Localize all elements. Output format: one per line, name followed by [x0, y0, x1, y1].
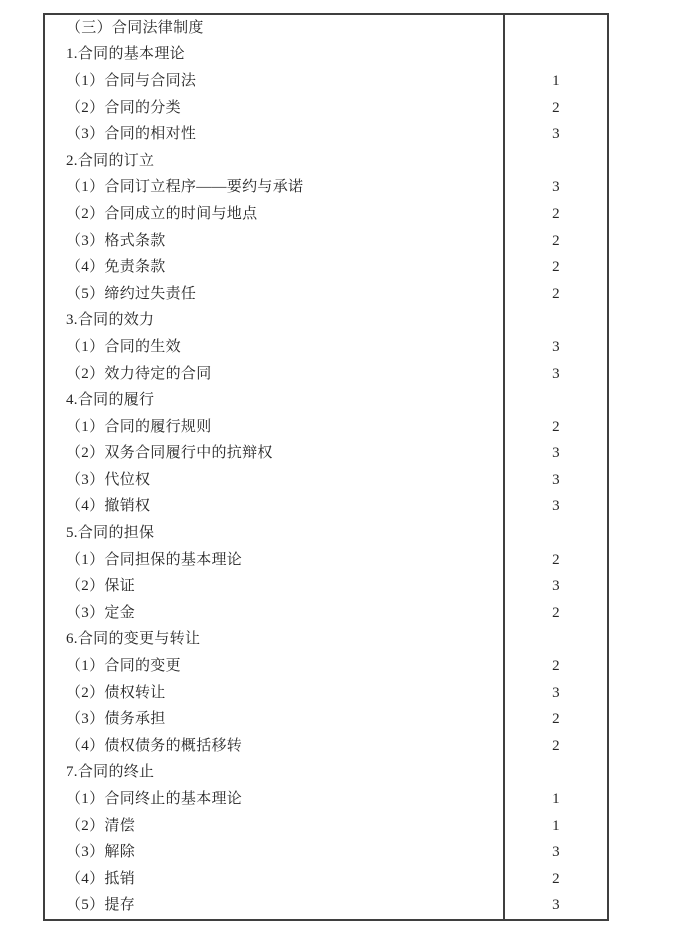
hours-value: 2	[552, 658, 560, 675]
hours-cell	[503, 68, 607, 95]
topic-cell	[45, 15, 503, 42]
topic-cell	[45, 893, 503, 920]
topic-label: 2.合同的订立	[66, 152, 155, 169]
topic-cell	[45, 361, 503, 388]
topic-cell	[45, 467, 503, 494]
hours-cell	[503, 387, 607, 414]
hours-value: 2	[552, 711, 560, 728]
table-row	[45, 760, 607, 787]
table-row	[45, 334, 607, 361]
hours-cell	[503, 281, 607, 308]
table-row	[45, 627, 607, 654]
table-row	[45, 866, 607, 893]
hours-cell	[503, 175, 607, 202]
topic-cell	[45, 42, 503, 69]
hours-cell	[503, 733, 607, 760]
table-row	[45, 441, 607, 468]
topic-cell	[45, 813, 503, 840]
hours-cell	[503, 148, 607, 175]
table-row	[45, 175, 607, 202]
topic-cell	[45, 441, 503, 468]
hours-cell	[503, 254, 607, 281]
topic-label: 5.合同的担保	[66, 525, 155, 542]
topic-label: （2）合同的分类	[66, 99, 181, 116]
table-row	[45, 15, 607, 42]
topic-label: （3）债务承担	[66, 711, 166, 728]
hours-cell	[503, 893, 607, 920]
hours-value: 2	[552, 285, 560, 302]
topic-cell	[45, 334, 503, 361]
topic-cell	[45, 866, 503, 893]
topic-label: （1）合同与合同法	[66, 72, 197, 89]
hours-cell	[503, 15, 607, 42]
hours-cell	[503, 228, 607, 255]
table-row	[45, 42, 607, 69]
topic-label: （三）合同法律制度	[66, 19, 204, 36]
topic-label: （1）合同的生效	[66, 338, 181, 355]
table-row	[45, 653, 607, 680]
topic-label: （1）合同订立程序——要约与承诺	[66, 179, 304, 196]
hours-value: 2	[552, 205, 560, 222]
hours-value: 1	[552, 817, 560, 834]
topic-cell	[45, 68, 503, 95]
topic-label: 1.合同的基本理论	[66, 46, 185, 63]
topic-label: （2）效力待定的合同	[66, 365, 212, 382]
topic-label: 4.合同的履行	[66, 392, 155, 409]
hours-value: 3	[552, 578, 560, 595]
hours-cell	[503, 653, 607, 680]
table-row	[45, 95, 607, 122]
contents-table	[43, 13, 609, 921]
hours-cell	[503, 547, 607, 574]
hours-cell	[503, 414, 607, 441]
hours-value: 2	[552, 99, 560, 116]
hours-value: 3	[552, 338, 560, 355]
table-row	[45, 414, 607, 441]
hours-value: 3	[552, 684, 560, 701]
topic-cell	[45, 95, 503, 122]
hours-cell	[503, 813, 607, 840]
topic-label: （4）抵销	[66, 870, 136, 887]
table-row	[45, 839, 607, 866]
topic-cell	[45, 573, 503, 600]
hours-value: 2	[552, 418, 560, 435]
hours-value: 1	[552, 791, 560, 808]
hours-value: 3	[552, 471, 560, 488]
table-row	[45, 706, 607, 733]
topic-cell	[45, 414, 503, 441]
topic-label: （1）合同担保的基本理论	[66, 551, 243, 568]
topic-label: （4）免责条款	[66, 259, 166, 276]
table-row	[45, 361, 607, 388]
topic-cell	[45, 680, 503, 707]
topic-label: （5）提存	[66, 897, 136, 914]
topic-cell	[45, 228, 503, 255]
hours-cell	[503, 760, 607, 787]
table-row	[45, 467, 607, 494]
hours-value: 2	[552, 604, 560, 621]
topic-label: 3.合同的效力	[66, 312, 155, 329]
hours-value: 3	[552, 897, 560, 914]
topic-cell	[45, 201, 503, 228]
topic-cell	[45, 387, 503, 414]
table-row	[45, 121, 607, 148]
hours-value: 2	[552, 259, 560, 276]
topic-cell	[45, 653, 503, 680]
topic-cell	[45, 281, 503, 308]
topic-label: （2）债权转让	[66, 684, 166, 701]
topic-label: （2）保证	[66, 578, 136, 595]
topic-label: （3）合同的相对性	[66, 126, 197, 143]
hours-cell	[503, 680, 607, 707]
topic-label: （4）撤销权	[66, 498, 151, 515]
hours-cell	[503, 839, 607, 866]
topic-cell	[45, 706, 503, 733]
topic-label: （1）合同的变更	[66, 658, 181, 675]
hours-value: 3	[552, 498, 560, 515]
topic-cell	[45, 760, 503, 787]
topic-label: （2）双务合同履行中的抗辩权	[66, 445, 273, 462]
topic-cell	[45, 600, 503, 627]
table-row	[45, 680, 607, 707]
table-row	[45, 68, 607, 95]
table-row	[45, 254, 607, 281]
hours-cell	[503, 42, 607, 69]
topic-label: （3）定金	[66, 604, 136, 621]
table-row	[45, 494, 607, 521]
hours-cell	[503, 361, 607, 388]
hours-cell	[503, 201, 607, 228]
hours-cell	[503, 121, 607, 148]
hours-cell	[503, 494, 607, 521]
hours-value: 1	[552, 72, 560, 89]
hours-cell	[503, 866, 607, 893]
table-row	[45, 813, 607, 840]
topic-label: （3）代位权	[66, 471, 151, 488]
topic-cell	[45, 254, 503, 281]
hours-cell	[503, 573, 607, 600]
hours-cell	[503, 334, 607, 361]
hours-cell	[503, 308, 607, 335]
topic-cell	[45, 148, 503, 175]
hours-cell	[503, 706, 607, 733]
hours-value: 3	[552, 179, 560, 196]
topic-label: （3）格式条款	[66, 232, 166, 249]
table-row	[45, 600, 607, 627]
table-row	[45, 547, 607, 574]
hours-cell	[503, 786, 607, 813]
table-row	[45, 387, 607, 414]
table-row	[45, 520, 607, 547]
hours-value: 2	[552, 737, 560, 754]
topic-label: （1）合同终止的基本理论	[66, 791, 243, 808]
topic-cell	[45, 733, 503, 760]
topic-label: 7.合同的终止	[66, 764, 155, 781]
hours-cell	[503, 520, 607, 547]
hours-value: 2	[552, 870, 560, 887]
hours-value: 3	[552, 844, 560, 861]
topic-cell	[45, 547, 503, 574]
hours-cell	[503, 441, 607, 468]
topic-cell	[45, 839, 503, 866]
topic-cell	[45, 121, 503, 148]
hours-value: 2	[552, 232, 560, 249]
topic-cell	[45, 308, 503, 335]
topic-cell	[45, 627, 503, 654]
table-row	[45, 733, 607, 760]
hours-cell	[503, 600, 607, 627]
table-row	[45, 228, 607, 255]
hours-value: 2	[552, 551, 560, 568]
table-row	[45, 573, 607, 600]
topic-label: （2）清偿	[66, 817, 136, 834]
hours-value: 3	[552, 126, 560, 143]
table-row	[45, 786, 607, 813]
topic-cell	[45, 494, 503, 521]
topic-label: （2）合同成立的时间与地点	[66, 205, 258, 222]
hours-cell	[503, 467, 607, 494]
hours-value: 3	[552, 365, 560, 382]
hours-value: 3	[552, 445, 560, 462]
topic-cell	[45, 786, 503, 813]
hours-cell	[503, 95, 607, 122]
topic-cell	[45, 520, 503, 547]
table-row	[45, 308, 607, 335]
topic-label: （3）解除	[66, 844, 136, 861]
hours-cell	[503, 627, 607, 654]
topic-label: （4）债权债务的概括移转	[66, 737, 243, 754]
table-row	[45, 201, 607, 228]
topic-label: （1）合同的履行规则	[66, 418, 212, 435]
topic-label: （5）缔约过失责任	[66, 285, 197, 302]
topic-label: 6.合同的变更与转让	[66, 631, 201, 648]
table-row	[45, 893, 607, 920]
topic-cell	[45, 175, 503, 202]
table-row	[45, 148, 607, 175]
table-row	[45, 281, 607, 308]
